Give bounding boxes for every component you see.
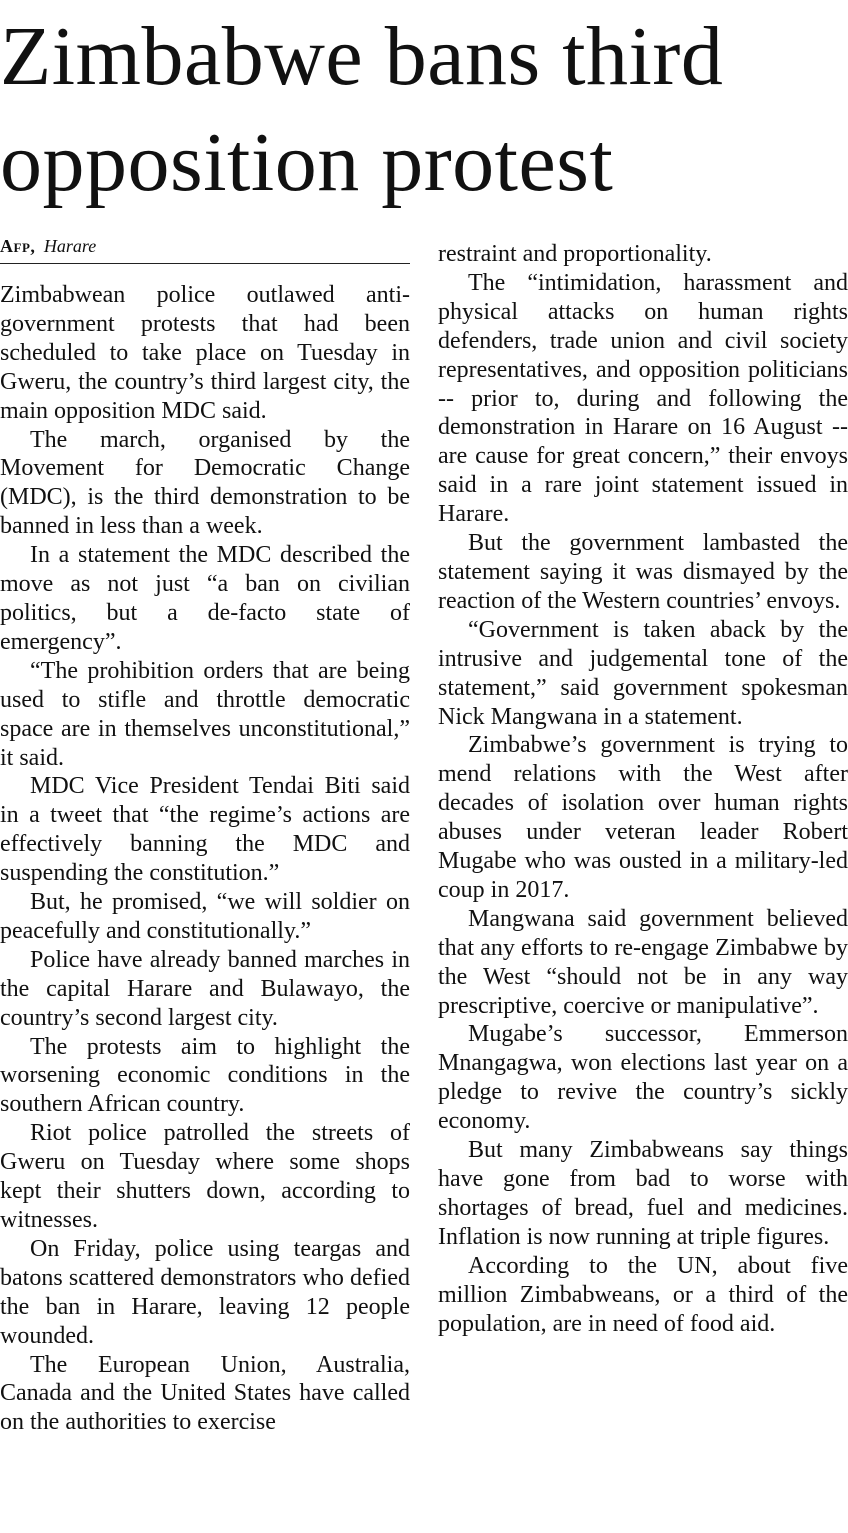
paragraph: “The prohibition orders that are being used to stifle and throttle democratic space are in themselves unconstitutional,” it said. xyxy=(0,657,410,771)
paragraph: Riot police patrolled the streets of Gweru on Tuesday where some shops kept their shutters down, according to witnesses. xyxy=(0,1120,410,1233)
article-column-right xyxy=(438,240,848,1338)
paragraph: “Government is taken aback by the intrusive and judgemental tone of the statement,” said government spokesman Nick Mangwana in a statement. xyxy=(438,616,848,730)
paragraph: Mangwana said government believed that any efforts to re-engage Zimbabwe by the West “should not be in any way prescriptive, coercive or manipulative”. xyxy=(438,905,848,1019)
paragraph: But many Zimbabweans say things have gone from bad to worse with shortages of bread, fuel and medicines. Inflation is now running at triple figures. xyxy=(438,1137,848,1250)
article-body-right xyxy=(438,240,848,1338)
paragraph: Zimbabwean police outlawed anti-government protests that had been scheduled to take place on Tuesday in Gweru, the country’s third largest city, the main opposition MDC said. xyxy=(0,282,410,424)
paragraph: The march, organised by the Movement for Democratic Change (MDC), is the third demonstration to be banned in less than a week. xyxy=(0,426,410,540)
headline: Zimbabwe bans third opposition protest xyxy=(0,10,724,209)
byline-place: Harare xyxy=(43,236,97,256)
paragraph: The European Union, Australia, Canada and the United States have called on the authorities to exercise xyxy=(0,1351,410,1436)
paragraph: But the government lambasted the statement saying it was dismayed by the reaction of the Western countries’ envoys. xyxy=(438,530,848,614)
article-body-left xyxy=(0,281,410,1437)
paragraph: Police have already banned marches in the capital Harare and Bulawayo, the country’s second largest city. xyxy=(0,946,410,1031)
paragraph: MDC Vice President Tendai Biti said in a tweet that “the regime’s actions are effectively banning the MDC and suspending the constitution.” xyxy=(0,773,410,887)
paragraph: Mugabe’s successor, Emmerson Mnangagwa, won elections last year on a pledge to revive the country’s sickly economy. xyxy=(438,1021,848,1135)
article-column-left xyxy=(0,233,410,1437)
byline xyxy=(0,233,410,264)
paragraph: The “intimidation, harassment and physical attacks on human rights defenders, trade union and civil society representatives, and opposition politicians -- prior to, during and following the demonstration in Harare on 16 August -- are cause for great concern,” their envoys said in a rare joint statement issued in Harare. xyxy=(438,269,848,528)
paragraph-continued: restraint and proportionality. xyxy=(438,241,712,267)
paragraph: In a statement the MDC described the move as not just “a ban on civilian politics, but a de-facto state of emergency”. xyxy=(0,542,410,655)
paragraph: According to the UN, about five million Zimbabweans, or a third of the population, are in need of food aid. xyxy=(438,1252,848,1337)
paragraph: Zimbabwe’s government is trying to mend relations with the West after decades of isolation over human rights abuses under veteran leader Robert Mugabe who was ousted in a military-led coup in 2017. xyxy=(438,732,848,903)
byline-agency: Afp, xyxy=(0,236,36,256)
paragraph: The protests aim to highlight the worsening economic conditions in the southern African country. xyxy=(0,1033,410,1118)
paragraph: On Friday, police using teargas and batons scattered demonstrators who defied the ban in Harare, leaving 12 people wounded. xyxy=(0,1235,410,1349)
paragraph: But, he promised, “we will soldier on peacefully and constitutionally.” xyxy=(0,889,410,944)
